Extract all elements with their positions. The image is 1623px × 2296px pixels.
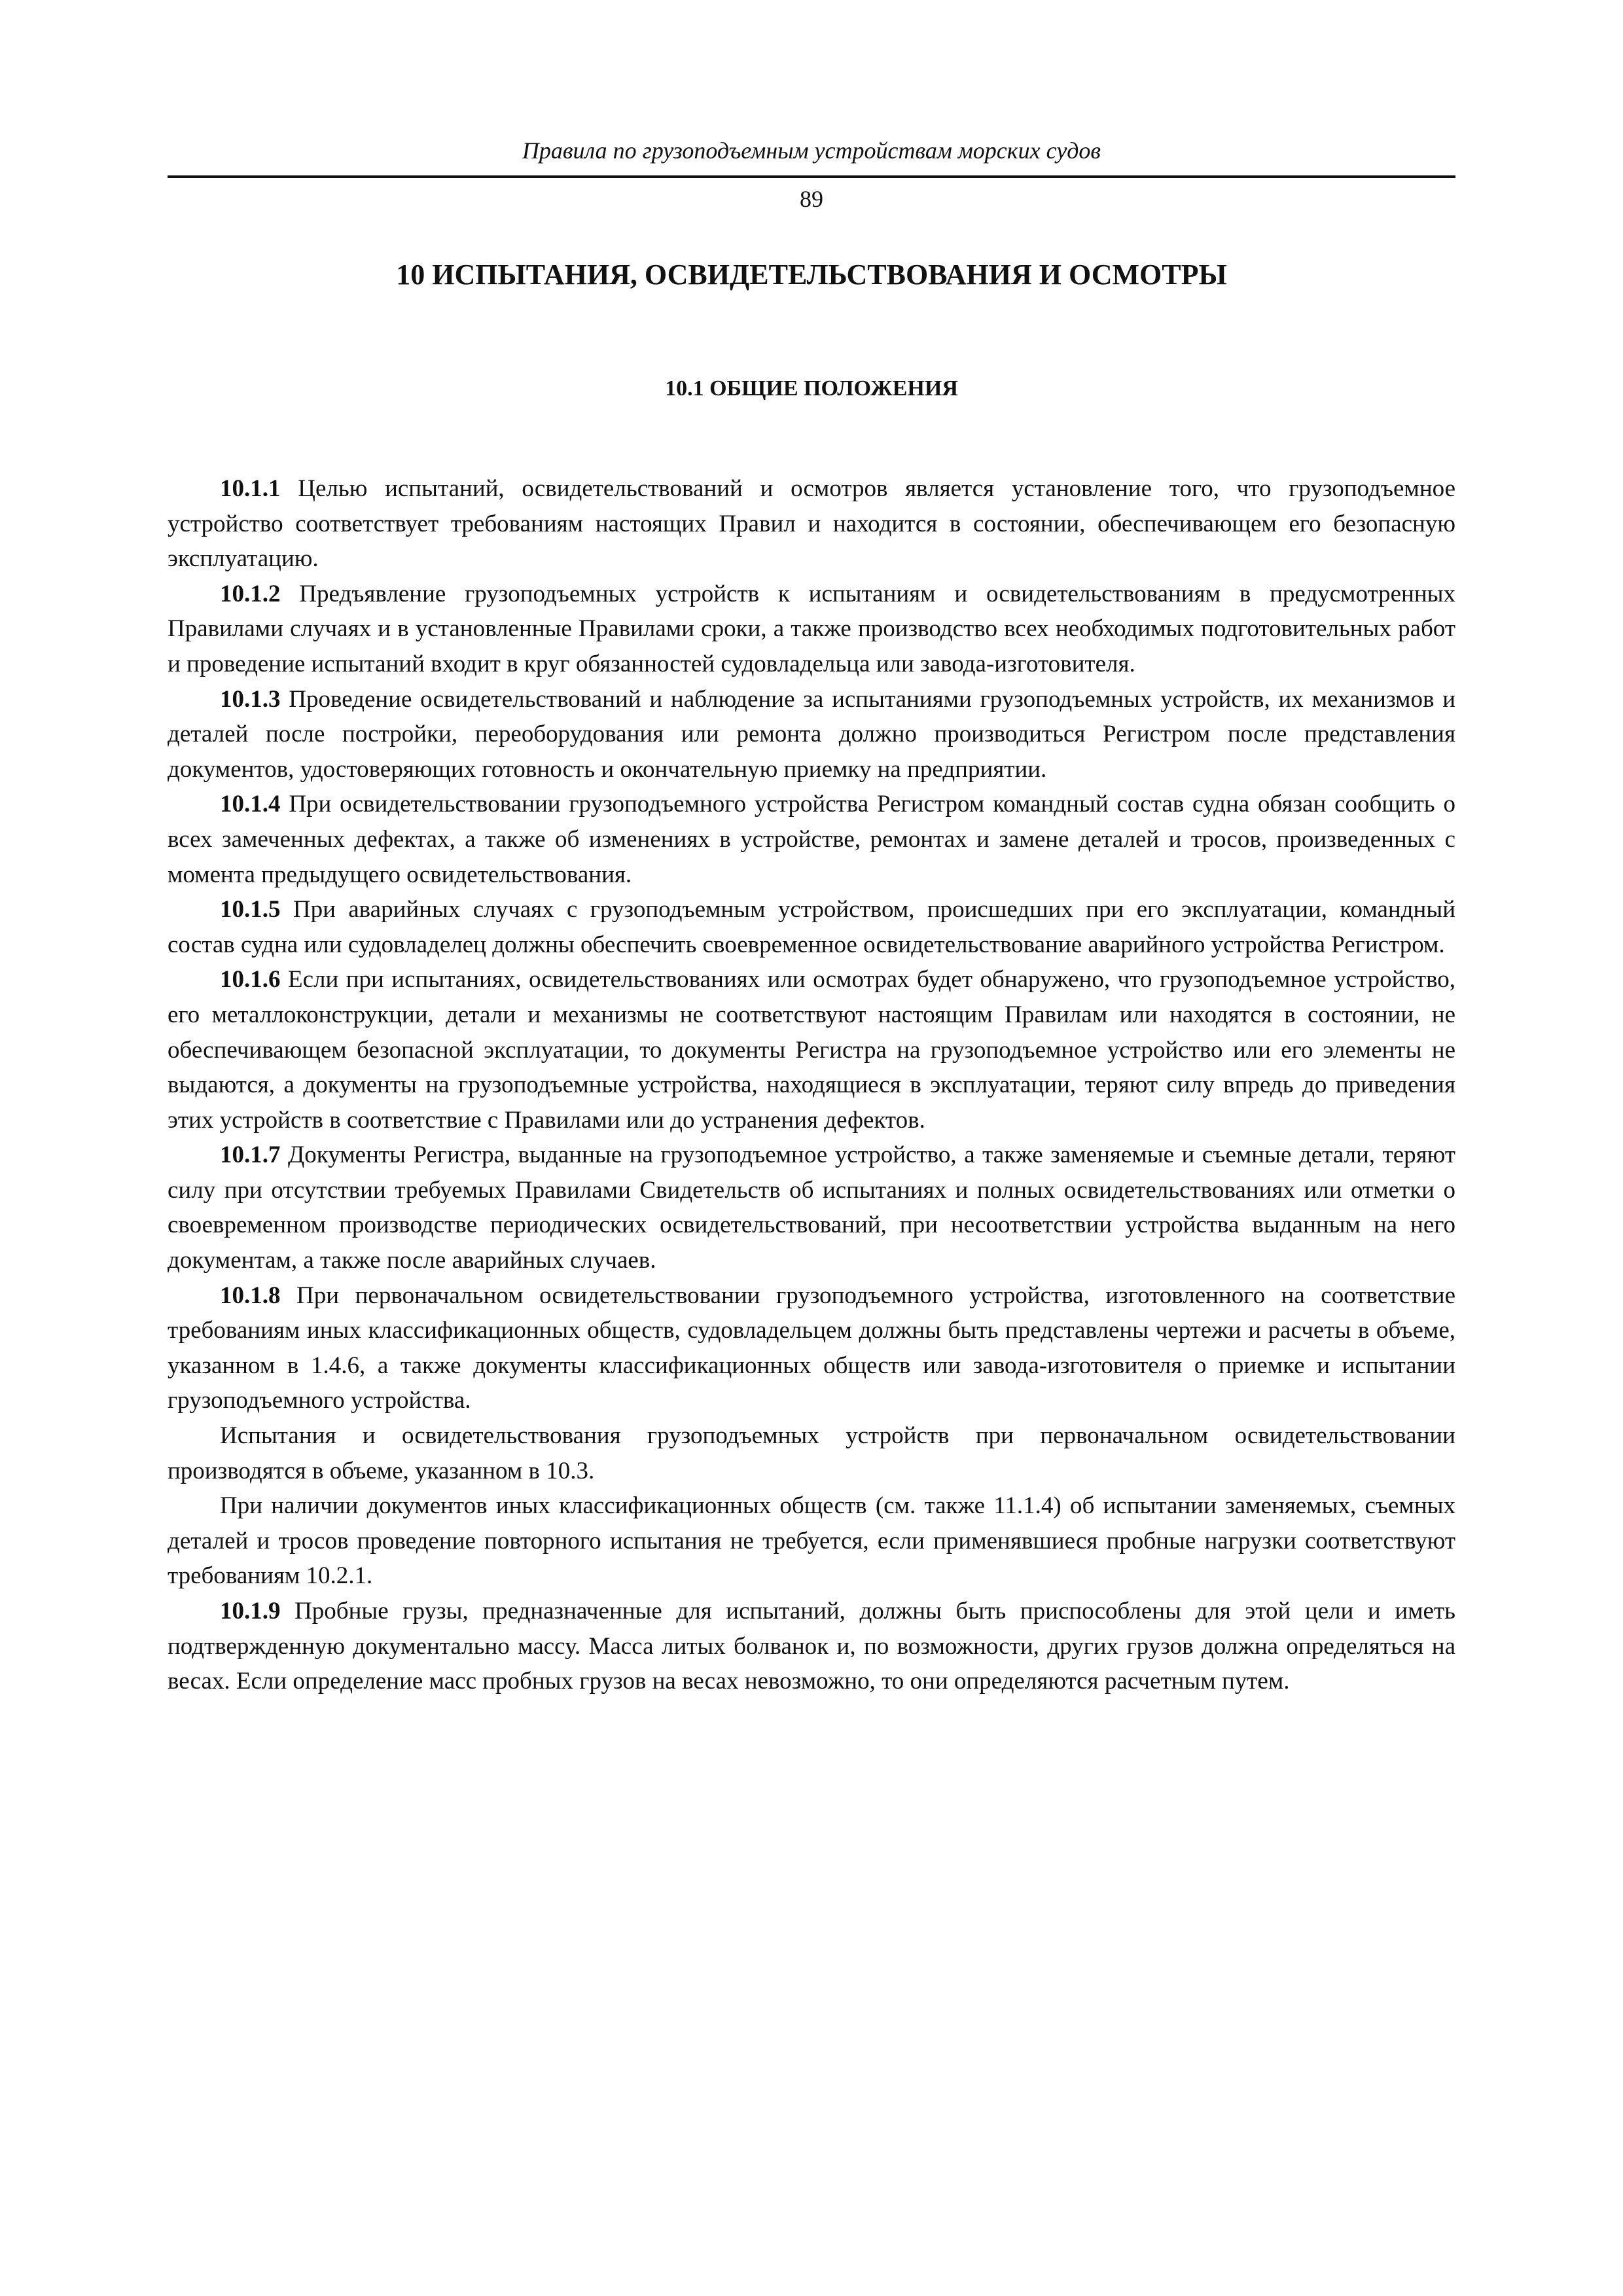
paragraph (168, 1594, 1455, 1699)
paragraph-number: 10.1.5 (220, 896, 281, 924)
paragraph-text: Пробные грузы, предназначенные для испытаний, должны быть приспособлены для этой цели и иметь подтвержденную документально массу. Масса литых болванок и, по возможности, других грузов должна определяться на весах. Если определение масс пробных грузов на весах невозможно, то они определяются расчетным путем. (168, 1598, 1455, 1695)
chapter-title: 10 ИСПЫТАНИЯ, ОСВИДЕТЕЛЬСТВОВАНИЯ И ОСМОТРЫ (396, 259, 1227, 291)
paragraph (168, 962, 1455, 1138)
paragraph (168, 787, 1455, 892)
paragraph-number: 10.1.8 (220, 1282, 281, 1309)
paragraph (168, 892, 1455, 962)
paragraph-text: При наличии документов иных классификационных обществ (см. также 11.1.4) об испытании заменяемых, съемных деталей и тросов проведение повторного испытания не требуется, если применявшиеся пробные нагрузки соответствуют требованиям 10.2.1. (168, 1492, 1455, 1590)
paragraph (168, 577, 1455, 682)
paragraph (168, 1278, 1455, 1418)
header-rule (168, 175, 1455, 178)
paragraph-text: Если при испытаниях, освидетельствованиях или осмотрах будет обнаружено, что грузоподъемное устройство, его металлоконструкции, детали и механизмы не соответствуют настоящим Правилам или находятся в состоянии, не обеспечивающем безопасной эксплуатации, то документы Регистра на грузоподъемное устройство или его элементы не выдаются, а документы на грузоподъемные устройства, находящиеся в эксплуатации, теряют силу впредь до приведения этих устройств в соответствие с Правилами или до устранения дефектов. (168, 966, 1455, 1134)
paragraph-text: Испытания и освидетельствования грузоподъемных устройств при первоначальном освидетельствовании производятся в объеме, указанном в 10.3. (168, 1422, 1455, 1484)
paragraph-number: 10.1.1 (220, 475, 281, 502)
paragraph-number: 10.1.7 (220, 1141, 281, 1169)
paragraph-text: Предъявление грузоподъемных устройств к испытаниям и освидетельствованиям в предусмотренных Правилами случаях и в установленные Правилами сроки, а также производство всех необходимых подготовительных работ и проведение испытаний входит в круг обязанностей судовладельца или завода-изготовителя. (168, 580, 1455, 677)
section-title: 10.1 ОБЩИЕ ПОЛОЖЕНИЯ (665, 376, 958, 401)
page-number: 89 (800, 186, 823, 212)
paragraph-number: 10.1.6 (220, 966, 281, 994)
paragraph-text: При освидетельствовании грузоподъемного устройства Регистром командный состав судна обязан сообщить о всех замеченных дефектах, а также об изменениях в устройстве, ремонтах и замене деталей и тросов, произведенных с момента предыдущего освидетельствования. (168, 791, 1455, 888)
paragraph-number: 10.1.3 (220, 685, 281, 713)
paragraph-number: 10.1.9 (220, 1598, 281, 1624)
paragraph-text: При аварийных случаях с грузоподъемным устройством, происшедших при его эксплуатации, командный состав судна или судовладелец должны обеспечить своевременное освидетельствование аварийного устройства Регистром. (168, 896, 1455, 958)
paragraph-number: 10.1.2 (220, 580, 281, 607)
paragraph (168, 1138, 1455, 1278)
body-text (168, 471, 1455, 1699)
paragraph-text: При первоначальном освидетельствовании грузоподъемного устройства, изготовленного на соответствие требованиям иных классификационных обществ, судовладельцем должны быть представлены чертежи и расчеты в объеме, указанном в 1.4.6, а также документы классификационных обществ или завода-изготовителя о приемке и испытании грузоподъемного устройства. (168, 1282, 1455, 1414)
running-header: Правила по грузоподъемным устройствам морских судов (522, 137, 1101, 164)
paragraph-number: 10.1.4 (220, 791, 281, 818)
paragraph (168, 1418, 1455, 1488)
paragraph-text: Проведение освидетельствований и наблюдение за испытаниями грузоподъемных устройств, их механизмов и деталей после постройки, переоборудования или ремонта должно производиться Регистром после представления документов, удостоверяющих готовность и окончательную приемку на предприятии. (168, 685, 1455, 783)
paragraph (168, 682, 1455, 787)
paragraph-text: Документы Регистра, выданные на грузоподъемное устройство, а также заменяемые и съемные детали, теряют силу при отсутствии требуемых Правилами Свидетельств об испытаниях и полных освидетельствованиях или отметки о своевременном производстве периодических освидетельствований, при несоответствии устройства выданным на него документам, а также после аварийных случаев. (168, 1141, 1455, 1274)
paragraph (168, 471, 1455, 577)
paragraph (168, 1488, 1455, 1594)
paragraph-text: Целью испытаний, освидетельствований и осмотров является установление того, что грузоподъемное устройство соответствует требованиям настоящих Правил и находится в состоянии, обеспечивающем его безопасную эксплуатацию. (168, 475, 1455, 573)
